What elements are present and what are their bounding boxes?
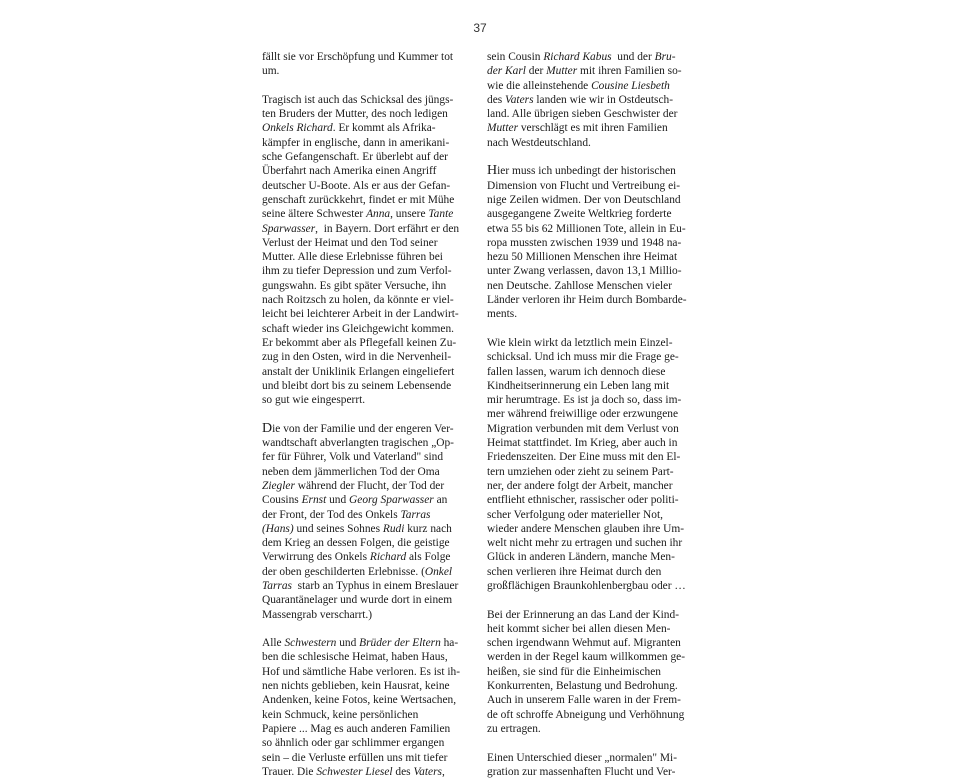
text-line: dem Krieg an dessen Folgen, die geistige (262, 537, 450, 550)
text-line: fallen lassen, warum ich dennoch diese (487, 365, 666, 378)
text-line: nen nichts geblieben, kein Hausrat, keine (262, 680, 450, 693)
text-line: Heimat stattfindet. Im Krieg, aber auch in (487, 437, 678, 450)
text-line: Glück in anderen Ländern, manche Men- (487, 551, 675, 564)
text-line: zu ertragen. (487, 722, 541, 735)
text-line: schaft wieder ins Gleichgewicht kommen. (262, 322, 455, 335)
text-line: schen irgendwann Wehmut auf. Migranten (487, 637, 681, 650)
paragraph-break (262, 407, 468, 421)
text-line: des Vaters landen wie wir in Ostdeutsch- (487, 93, 674, 106)
text-line: ausgegangene Zweite Weltkrieg forderte (487, 208, 672, 221)
text-line: Sparwasser, in Bayern. Dort erfährt er den (262, 222, 460, 235)
text-line: wie die alleinstehende Cousine Liesbeth (487, 79, 670, 92)
text-line: (Hans) und seines Sohnes Rudi kurz nach (262, 522, 452, 535)
text-line: Einen Unterschied dieser „normalen" Mi- (487, 751, 677, 764)
text-line: Verwirrung des Onkels Richard als Folge (262, 551, 451, 564)
text-line: land. Alle übrigen sieben Geschwister der (487, 108, 678, 121)
text-line: großflächigen Braunkohlenbergbau oder … (487, 579, 686, 592)
paragraph-break (262, 622, 468, 636)
text-line: ihm zu tiefer Depression und zum Verfol- (262, 265, 452, 278)
text-line: hezu 50 Millionen Menschen ihre Heimat (487, 251, 678, 264)
text-line: gungswahn. Es gibt später Versuche, ihn (262, 279, 447, 292)
paragraph-break (487, 736, 693, 750)
text-line: kämpfer in englische, dann in amerikani- (262, 136, 450, 149)
text-line: Dimension von Flucht und Vertreibung ei- (487, 179, 681, 192)
text-line: Ziegler während der Flucht, der Tod der (262, 479, 445, 492)
text-line: mir herumtrage. Es ist ja doch so, dass im- (487, 394, 682, 407)
text-line: neben dem jämmerlichen Tod der Oma (262, 465, 440, 478)
text-line: Quarantänelager und wurde dort in einem (262, 594, 453, 607)
text-line: Alle Schwestern und Brüder der Eltern ha- (262, 637, 459, 650)
text-line: der Front, der Tod des Onkels Tarras (262, 508, 431, 521)
left-column (262, 50, 468, 779)
right-column (487, 50, 693, 779)
text-line: scher Verfolgung oder materieller Not, (487, 508, 663, 521)
text-line: Hof und sämtliche Habe verloren. Es ist ih- (262, 665, 461, 678)
text-line: Cousins Ernst und Georg Sparwasser an (262, 494, 448, 507)
text-line: Kindheitserinnerung ein Leben lang mit (487, 379, 670, 392)
text-line: Verlust der Heimat und den Tod seiner (262, 236, 438, 249)
text-line: schicksal. Und ich muss mir die Frage ge- (487, 351, 679, 364)
text-line: seine ältere Schwester Anna, unsere Tante (262, 208, 454, 221)
text-line: der Karl der Mutter mit ihren Familien so- (487, 65, 682, 78)
text-line: Länder verloren ihr Heim durch Bombarde- (487, 294, 687, 307)
text-line: werden in der Regel kaum willkommen ge- (487, 651, 686, 664)
text-line: Onkels Richard. Er kommt als Afrika- (262, 122, 436, 135)
text-line: so ähnlich oder gar schlimmer ergangen (262, 737, 445, 750)
text-line: nach Westdeutschland. (487, 136, 591, 149)
text-line: ben die schlesische Heimat, haben Haus, (262, 651, 448, 664)
text-line: Papiere ... Mag es auch anderen Familien (262, 722, 451, 735)
text-line: sein – die Verluste erfüllen uns mit tiefer (262, 751, 448, 764)
text-line: ropa mussten zwischen 1939 und 1948 na- (487, 236, 682, 249)
text-line: heißen, sie sind für die Einheimischen (487, 665, 661, 678)
text-line: Auch in unserem Falle waren in der Frem- (487, 694, 681, 707)
text-line: leicht bei leichterer Arbeit in der Landwirt- (262, 308, 459, 321)
paragraph-break (487, 150, 693, 164)
text-line: schen verlieren ihre Heimat durch den (487, 565, 662, 578)
text-line: Tragisch ist auch das Schicksal des jüngs- (262, 93, 454, 106)
text-line: Überfahrt nach Amerika einen Angriff (262, 165, 437, 178)
text-line: Hier muss ich unbedingt der historischen (487, 163, 676, 179)
text-line: tern umziehen oder zieht zu seinem Part- (487, 465, 674, 478)
text-line: etwa 55 bis 62 Millionen Tote, allein in Eu- (487, 222, 686, 235)
text-line: Friedenszeiten. Der Eine muss mit den El- (487, 451, 681, 464)
text-line: Migration verbunden mit dem Verlust von (487, 422, 679, 435)
text-line: ner, der andere folgt der Arbeit, mancher (487, 479, 673, 492)
text-line: sche Gefangenschaft. Er überlebt auf der (262, 151, 448, 164)
paragraph-break (262, 79, 468, 93)
text-line: Trauer. Die Schwester Liesel des Vaters, (262, 765, 445, 778)
text-line: deutscher U-Boote. Als er aus der Gefan- (262, 179, 451, 192)
text-line: und bleibt dort bis zu seinem Lebensende (262, 379, 452, 392)
page-number: 37 (473, 21, 487, 35)
text-line: Er bekommt aber als Pflegefall keinen Zu- (262, 336, 457, 349)
text-line: wandtschaft abverlangten tragischen „Op- (262, 437, 454, 450)
paragraph-break (487, 322, 693, 336)
text-line: Tarras starb an Typhus in einem Breslauer (262, 579, 459, 592)
text-line: Konkurrenten, Belastung und Bedrohung. (487, 680, 678, 693)
paragraph-break (487, 593, 693, 607)
text-line: nige Zeilen widmen. Der von Deutschland (487, 193, 681, 206)
text-line: fer für Führer, Volk und Vaterland" sind (262, 451, 444, 464)
text-line: Mutter verschlägt es mit ihren Familien (487, 122, 668, 135)
text-line: der oben geschilderten Erlebnisse. (Onkel (262, 565, 453, 578)
text-line: unter Zwang verlassen, davon 13,1 Millio- (487, 265, 682, 278)
text-line: Wie klein wirkt da letztlich mein Einzel- (487, 336, 673, 349)
text-line: ments. (487, 308, 518, 321)
text-line: welt nicht mehr zu ertragen und suchen ihr (487, 537, 683, 550)
text-line: de oft schroffe Abneigung und Verhöhnung (487, 708, 685, 721)
text-line: entflieht ethnischer, rassischer oder politi- (487, 494, 679, 507)
text-line: Massengrab verscharrt.) (262, 608, 373, 621)
text-line: heit kommt sicher bei allen diesen Men- (487, 622, 671, 635)
text-line: nach Roitzsch zu holen, da könnte er viel- (262, 294, 454, 307)
text-line: genschaft zurückkehrt, findet er mit Mühe (262, 193, 455, 206)
text-line: Mutter. Alle diese Erlebnisse führen bei (262, 251, 443, 264)
text-line: sein Cousin Richard Kabus und der Bru- (487, 51, 676, 63)
text-line: Andenken, keine Fotos, keine Wertsachen, (262, 694, 457, 707)
text-line: kein Schmuck, keine persönlichen (262, 708, 419, 721)
text-line: mer während freiwillige oder erzwungene (487, 408, 679, 421)
text-line: Die von der Familie und der engeren Ver- (262, 420, 454, 436)
text-line: ten Bruders der Mutter, des noch ledigen (262, 108, 448, 121)
text-line: anstalt der Uniklinik Erlangen eingeliefert (262, 365, 455, 378)
text-line: Bei der Erinnerung an das Land der Kind- (487, 608, 679, 621)
text-line: gration zur massenhaften Flucht und Ver- (487, 765, 676, 778)
text-line: um. (262, 65, 280, 78)
text-line: wieder andere Menschen glauben ihre Um- (487, 522, 685, 535)
text-line: fällt sie vor Erschöpfung und Kummer tot (262, 51, 454, 63)
text-line: zug in den Osten, wird in die Nervenheil- (262, 351, 452, 364)
text-line: so gut wie eingesperrt. (262, 394, 366, 407)
text-line: nen Deutsche. Zahllose Menschen vieler (487, 279, 673, 292)
